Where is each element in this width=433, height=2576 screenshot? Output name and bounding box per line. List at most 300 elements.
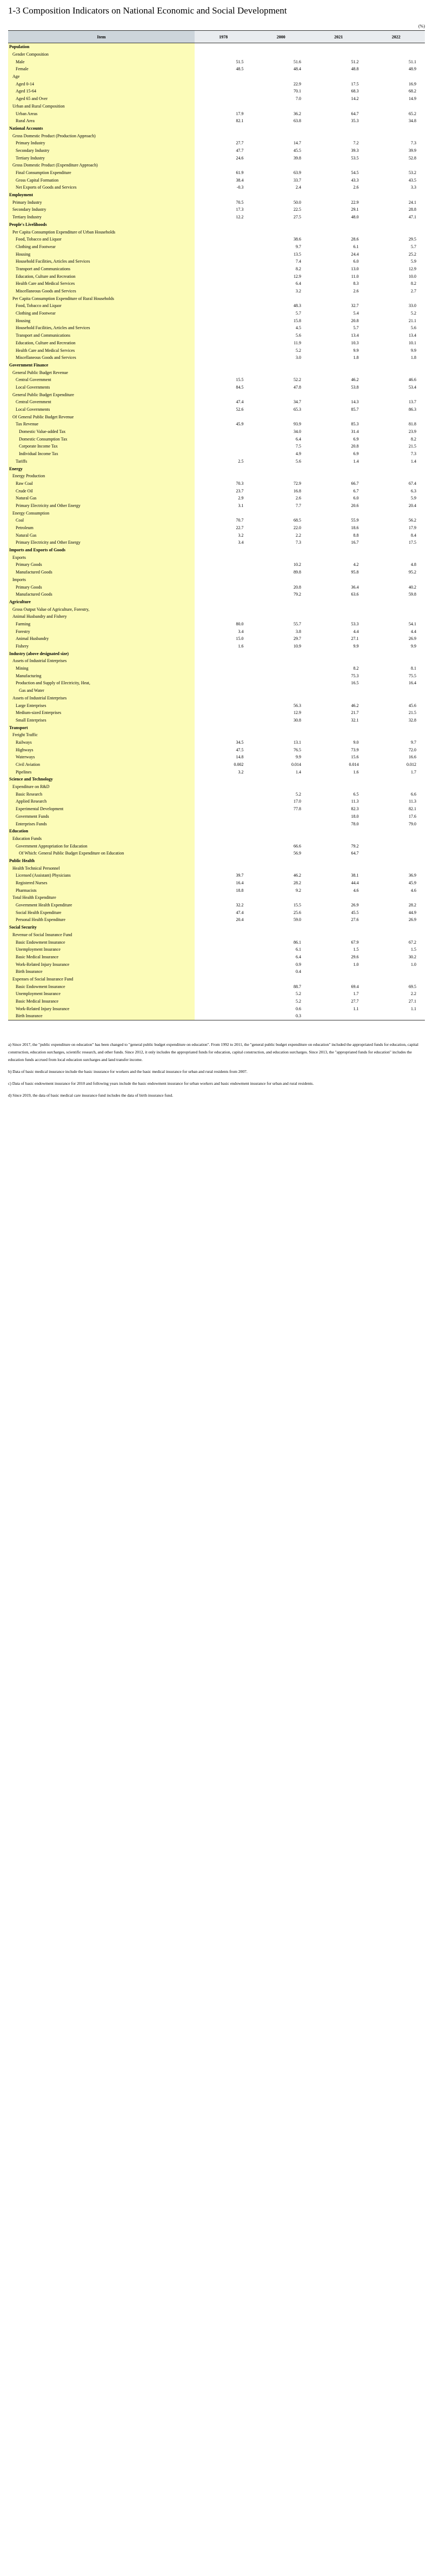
value-cell [195, 243, 252, 251]
table-row [8, 583, 425, 591]
row-label: Gross Capital Formation [8, 176, 195, 184]
value-cell [252, 724, 310, 731]
value-cell [310, 783, 368, 791]
value-cell: 12.2 [236, 215, 244, 220]
table-row [8, 346, 425, 354]
value-cell: 20.4 [409, 503, 416, 508]
value-cell: 0.3 [252, 1012, 310, 1020]
value-cell: 45.9 [236, 422, 244, 427]
value-cell: 6.9 [353, 451, 359, 457]
table-row [8, 902, 425, 909]
value-cell [195, 51, 252, 58]
value-cell [310, 731, 368, 739]
value-cell [368, 553, 425, 561]
value-cell: 77.8 [294, 806, 301, 812]
row-label: Expenses of Social Insurance Fund [8, 976, 195, 983]
value-cell: 54.5 [351, 170, 359, 176]
value-cell: 1.5 [411, 947, 416, 952]
table-row [8, 850, 425, 857]
value-cell [310, 657, 368, 665]
value-cell: 86.3 [409, 407, 416, 412]
row-label: Final Consumption Expenditure [8, 169, 195, 177]
value-cell: 27.1 [409, 999, 416, 1004]
value-cell: 21.7 [351, 710, 359, 716]
value-cell: 48.8 [351, 66, 359, 72]
value-cell: 39.8 [294, 155, 301, 161]
row-label: Primary Goods [8, 561, 195, 569]
table-row [8, 65, 425, 73]
table-row [8, 317, 425, 324]
value-cell [195, 657, 252, 665]
value-cell [368, 162, 425, 169]
value-cell: 6.3 [411, 488, 416, 493]
value-cell: 67.4 [409, 481, 416, 486]
value-cell: 17.5 [409, 540, 416, 545]
section-header-row [8, 924, 425, 931]
value-cell [368, 695, 425, 702]
row-label: Manufacturing [8, 672, 195, 679]
value-cell: 32.7 [351, 303, 359, 309]
row-label: Total Health Expenditure [8, 894, 195, 902]
row-label: Energy Production [8, 472, 195, 480]
value-cell [195, 650, 252, 657]
value-cell [195, 842, 252, 850]
value-cell [310, 162, 368, 169]
section-header-row [8, 650, 425, 657]
column-header-year: 2022 [368, 31, 425, 43]
value-cell [310, 472, 368, 480]
value-cell [252, 73, 310, 81]
value-cell: 7.3 [411, 451, 416, 457]
row-label: Local Governments [8, 384, 195, 391]
row-label: Government Funds [8, 813, 195, 820]
section-header-row [8, 43, 425, 51]
row-label: Social Health Expenditure [8, 909, 195, 916]
value-cell [310, 391, 368, 398]
value-cell [368, 576, 425, 584]
value-cell: 39.3 [351, 148, 359, 153]
value-cell [195, 250, 252, 258]
value-cell: 45.5 [294, 148, 301, 153]
value-cell [195, 191, 252, 199]
value-cell: 76.5 [294, 747, 301, 752]
row-label: Government Health Expenditure [8, 902, 195, 909]
table-row [8, 206, 425, 213]
value-cell: 15.6 [351, 755, 359, 760]
value-cell: 1.7 [411, 769, 416, 775]
value-cell: 47.1 [409, 215, 416, 220]
row-label: Highways [8, 746, 195, 753]
value-cell [195, 894, 252, 902]
value-cell [368, 687, 425, 695]
value-cell: 8.4 [411, 532, 416, 538]
row-label: Basic Endowment Insurance [8, 938, 195, 946]
value-cell: 6.4 [296, 281, 301, 286]
value-cell [195, 598, 252, 606]
table-row [8, 95, 425, 103]
row-label: Transport and Communications [8, 332, 195, 339]
value-cell [310, 687, 368, 695]
value-cell [252, 391, 310, 398]
value-cell [368, 509, 425, 517]
table-row [8, 369, 425, 376]
value-cell [368, 776, 425, 783]
value-cell: 28.8 [409, 207, 416, 212]
row-label: Basic Medical Insurance [8, 953, 195, 961]
row-label: General Public Budget Expenditure [8, 391, 195, 398]
row-label: Agriculture [8, 598, 195, 606]
table-row [8, 258, 425, 265]
row-label: Education, Culture and Recreation [8, 272, 195, 280]
value-cell [310, 465, 368, 472]
row-label: Secondary Industry [8, 147, 195, 155]
value-cell: 11.3 [351, 799, 359, 804]
row-label: Primary Goods [8, 583, 195, 591]
value-cell [368, 894, 425, 902]
table-row [8, 310, 425, 317]
row-label: Central Government [8, 376, 195, 384]
row-label: Industry (above designated size) [8, 650, 195, 657]
value-cell [195, 976, 252, 983]
row-label: General Public Budget Revenue [8, 369, 195, 376]
value-cell [195, 798, 252, 805]
value-cell: 56.9 [294, 851, 301, 856]
value-cell: 12.9 [294, 710, 301, 716]
value-cell: 52.8 [409, 155, 416, 161]
value-cell: 18.0 [351, 813, 359, 819]
row-label: Unemployment Insurance [8, 990, 195, 998]
value-cell: 44.4 [351, 880, 359, 886]
row-label: Energy [8, 465, 195, 472]
table-row [8, 458, 425, 465]
value-cell [195, 443, 252, 450]
row-label: Education Funds [8, 835, 195, 843]
value-cell: 1.4 [411, 458, 416, 464]
value-cell [195, 73, 252, 81]
row-label: Central Government [8, 398, 195, 406]
value-cell [252, 827, 310, 835]
row-label: Birth Insurance [8, 968, 195, 976]
table-row [8, 783, 425, 791]
value-cell [195, 80, 252, 88]
value-cell [252, 864, 310, 872]
row-label: Female [8, 65, 195, 73]
value-cell: 32.1 [351, 717, 359, 723]
value-cell: 95.8 [351, 570, 359, 575]
table-row [8, 487, 425, 495]
value-cell: 4.5 [296, 325, 301, 331]
value-cell [195, 805, 252, 813]
row-label: Civil Aviation [8, 761, 195, 769]
row-label: Social Security [8, 924, 195, 931]
value-cell: 3.2 [238, 769, 244, 775]
value-cell [195, 968, 252, 976]
table-row [8, 302, 425, 310]
table-row [8, 228, 425, 236]
table-row [8, 58, 425, 65]
value-cell: 17.6 [409, 813, 416, 819]
value-cell: 15.5 [236, 377, 244, 383]
table-row [8, 280, 425, 288]
value-cell: 20.8 [351, 318, 359, 323]
value-cell: 47.7 [236, 148, 244, 153]
value-cell [195, 272, 252, 280]
value-cell: 9.2 [296, 887, 301, 893]
value-cell: 38.6 [294, 237, 301, 242]
value-cell [310, 924, 368, 931]
value-cell [195, 43, 252, 51]
row-label: Per Capita Consumption Expenditure of Urban Households [8, 228, 195, 236]
column-header-year: 2000 [252, 31, 310, 43]
row-label: Pipelines [8, 768, 195, 776]
row-label: Food, Tobacco and Liquor [8, 236, 195, 243]
table-row [8, 679, 425, 687]
value-cell [368, 842, 425, 850]
value-cell [252, 553, 310, 561]
value-cell: 45.6 [409, 703, 416, 708]
value-cell [195, 354, 252, 362]
table-row [8, 339, 425, 347]
value-cell: 69.4 [351, 984, 359, 989]
table-row [8, 790, 425, 798]
row-label: Corporate Income Tax [8, 443, 195, 450]
section-header-row [8, 191, 425, 199]
table-row [8, 265, 425, 273]
value-cell: 7.5 [296, 444, 301, 449]
value-cell: 24.6 [236, 155, 244, 161]
table-row [8, 324, 425, 332]
value-cell [195, 709, 252, 717]
value-cell [310, 509, 368, 517]
value-cell: 1.1 [411, 1006, 416, 1011]
table-row [8, 835, 425, 843]
table-row [8, 731, 425, 739]
row-label: Large Enterprises [8, 702, 195, 709]
value-cell: 54.1 [409, 621, 416, 626]
row-label: Gross Domestic Product (Production Approach) [8, 132, 195, 139]
value-cell [368, 924, 425, 931]
row-label: Exports [8, 553, 195, 561]
row-label: Pharmacists [8, 886, 195, 894]
row-label: Imports and Exports of Goods [8, 546, 195, 554]
row-label: Unemployment Insurance [8, 946, 195, 953]
value-cell: 5.4 [353, 311, 359, 316]
value-cell [252, 413, 310, 421]
value-cell [252, 665, 310, 672]
value-cell [310, 295, 368, 302]
value-cell [310, 125, 368, 132]
value-cell: 1.4 [353, 458, 359, 464]
table-row [8, 531, 425, 539]
table-row [8, 976, 425, 983]
table-row [8, 613, 425, 620]
value-cell [195, 324, 252, 332]
value-cell: 70.5 [236, 199, 244, 205]
row-label: Tariffs [8, 458, 195, 465]
value-cell: 65.2 [409, 111, 416, 116]
value-cell: 6.1 [296, 947, 301, 952]
value-cell: 27.5 [294, 215, 301, 220]
table-row [8, 998, 425, 1005]
value-cell [252, 509, 310, 517]
value-cell [195, 339, 252, 347]
value-cell: 9.7 [296, 244, 301, 249]
value-cell: 3.4 [238, 629, 244, 634]
row-label: Natural Gas [8, 495, 195, 502]
value-cell: 16.9 [409, 81, 416, 86]
value-cell [195, 731, 252, 739]
value-cell [195, 561, 252, 569]
value-cell: 26.9 [409, 636, 416, 642]
value-cell: 35.3 [351, 118, 359, 124]
value-cell [195, 864, 252, 872]
row-label: Government Finance [8, 362, 195, 369]
value-cell: 6.4 [296, 436, 301, 442]
value-cell: 36.9 [409, 873, 416, 878]
value-cell: 16.4 [409, 680, 416, 686]
value-cell: 48.3 [294, 303, 301, 309]
row-label: Freight Traffic [8, 731, 195, 739]
row-label: Clothing and Footwear [8, 310, 195, 317]
value-cell: 8.8 [353, 532, 359, 538]
table-row [8, 576, 425, 584]
row-label: Coal [8, 517, 195, 524]
row-label: Age [8, 73, 195, 81]
value-cell [195, 553, 252, 561]
value-cell [310, 894, 368, 902]
value-cell [252, 835, 310, 843]
table-row [8, 983, 425, 990]
row-label: Public Health [8, 857, 195, 865]
value-cell [195, 346, 252, 354]
value-cell: 15.8 [294, 318, 301, 323]
value-cell [368, 73, 425, 81]
value-cell: 68.5 [294, 518, 301, 523]
value-cell: 86.1 [294, 939, 301, 945]
document-title: 1-3 Composition Indicators on National Economic and Social Development [8, 5, 287, 16]
value-cell: 15.0 [236, 636, 244, 642]
value-cell: 47.5 [236, 747, 244, 752]
value-cell [195, 435, 252, 443]
row-label: Of General Public Budget Revenue [8, 413, 195, 421]
table-row [8, 236, 425, 243]
value-cell: 23.9 [409, 429, 416, 435]
value-cell: 12.9 [409, 266, 416, 271]
value-cell: 82.1 [409, 806, 416, 812]
table-row [8, 968, 425, 976]
table-row [8, 450, 425, 458]
table-row [8, 154, 425, 162]
value-cell: 18.8 [236, 887, 244, 893]
value-cell: 66.6 [294, 843, 301, 849]
table-row [8, 1012, 425, 1020]
value-cell [310, 968, 368, 976]
value-cell: 32.2 [236, 903, 244, 908]
value-cell [310, 695, 368, 702]
value-cell: 3.4 [238, 540, 244, 545]
value-cell [252, 783, 310, 791]
row-label: Forestry [8, 628, 195, 635]
value-cell [368, 369, 425, 376]
value-cell [368, 43, 425, 51]
value-cell: 82.3 [351, 806, 359, 812]
value-cell [195, 509, 252, 517]
value-cell: 33.7 [294, 177, 301, 183]
table-row [8, 250, 425, 258]
value-cell [368, 731, 425, 739]
value-cell: 4.9 [296, 451, 301, 457]
table-row [8, 147, 425, 155]
row-label: Primary Electricity and Other Energy [8, 539, 195, 546]
value-cell: 51.6 [294, 59, 301, 64]
row-label: Crude Oil [8, 487, 195, 495]
row-label: Transport [8, 724, 195, 731]
value-cell: 22.9 [351, 199, 359, 205]
table-row [8, 820, 425, 827]
value-cell: 43.5 [409, 177, 416, 183]
row-label: Gas and Water [8, 687, 195, 695]
value-cell [195, 605, 252, 613]
table-row [8, 753, 425, 761]
value-cell [310, 598, 368, 606]
value-cell [252, 924, 310, 931]
row-label: Clothing and Footwear [8, 243, 195, 251]
value-cell: 4.6 [411, 887, 416, 893]
value-cell [310, 835, 368, 843]
value-cell: 34.0 [294, 429, 301, 435]
value-cell [252, 679, 310, 687]
table-row [8, 435, 425, 443]
value-cell: 11.3 [409, 799, 416, 804]
value-cell: 9.9 [411, 644, 416, 649]
value-cell: 8.1 [411, 666, 416, 671]
value-cell [310, 103, 368, 110]
value-cell [252, 820, 310, 827]
value-cell: 69.5 [409, 984, 416, 989]
value-cell: 80.0 [236, 621, 244, 626]
column-header-year: 1978 [195, 31, 252, 43]
value-cell [195, 1012, 252, 1020]
value-cell: 29.5 [409, 237, 416, 242]
value-cell: 51.1 [409, 59, 416, 64]
value-cell: 85.3 [351, 422, 359, 427]
table-row [8, 709, 425, 717]
table-row [8, 805, 425, 813]
row-label: Local Governments [8, 406, 195, 413]
value-cell [368, 968, 425, 976]
value-cell [368, 783, 425, 791]
value-cell [310, 546, 368, 554]
table-row [8, 117, 425, 125]
value-cell [368, 835, 425, 843]
value-cell: 16.6 [409, 755, 416, 760]
value-cell: 55.7 [294, 621, 301, 626]
table-row [8, 643, 425, 650]
row-label: Primary Electricity and Other Energy [8, 502, 195, 510]
row-label: National Accounts [8, 125, 195, 132]
value-cell: 22.5 [294, 207, 301, 212]
value-cell: 14.3 [351, 399, 359, 405]
value-cell: 79.2 [351, 843, 359, 849]
value-cell: 5.9 [411, 496, 416, 501]
value-cell: 78.0 [351, 821, 359, 826]
value-cell [195, 317, 252, 324]
value-cell [368, 598, 425, 606]
value-cell [195, 1005, 252, 1012]
value-cell: 46.2 [351, 377, 359, 383]
value-cell: 36.4 [351, 584, 359, 590]
value-cell [310, 776, 368, 783]
